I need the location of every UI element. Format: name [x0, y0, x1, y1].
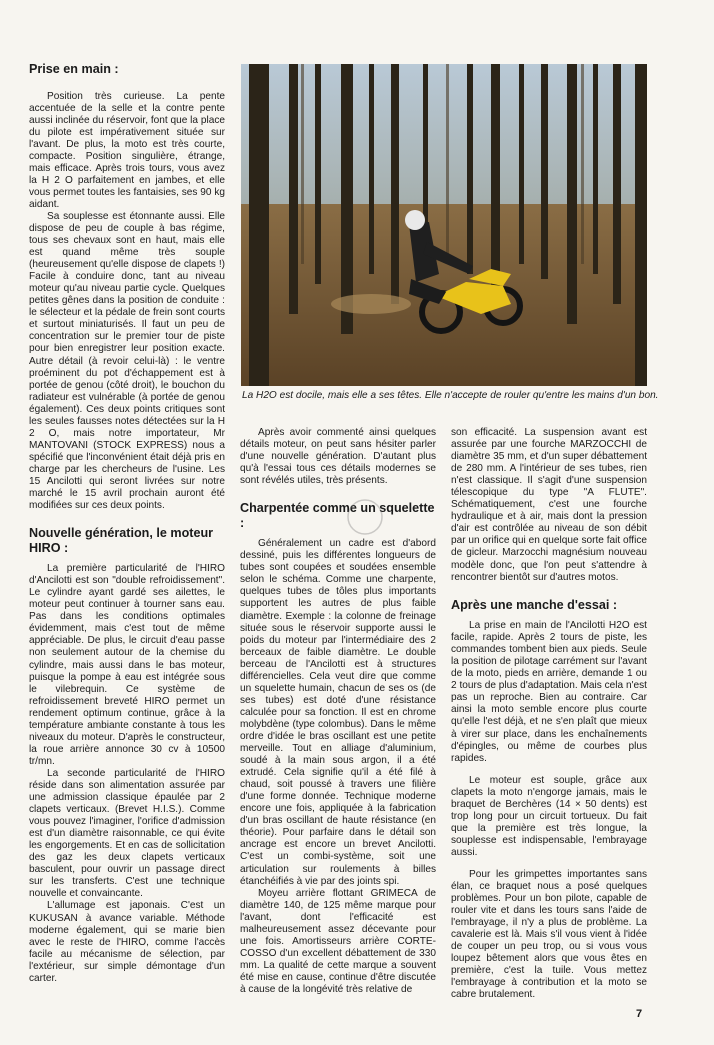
column-3	[451, 427, 647, 1002]
motocross-photo	[241, 64, 647, 386]
paragraph: son efficacité. La suspension avant est assurée par une fourche MARZOCCHI de diamètre 35 mm, et d'un super débattement de 280 mm. A l'intérieur de ses tubes, rien n'est classique. Il s'agit d'une suspension télescopique du type "A FLUTE". Schématiquement, c'est une fourche hydraulique et à air, mais dont la pression d'air est contrôlée au niveau de son débit par un orifice qui en quelque sorte fait office de gicleur. Marzocchi magnésium nouveau modèle donc, que l'on peut s'attendre à rencontrer bientôt sur d'autres motos.	[451, 427, 647, 583]
paragraph: La première particularité de l'HIRO d'Ancilotti est son "double refroidissement". Le cylindre ayant gardé ses ailettes, le moteur peut continuer à tourner sans eau. Pas dans les conditions optimales évidemment, mais c'est tout de même appréciable. De plus, le circuit d'eau passe non seulement autour de la chemise du cylindre, mais aussi dans le bas moteur, puisque la pompe à eau est intégrée sous le vilebrequin. Ce système de refroidissement breveté HIRO permet un rendement optimum continue, grâce à la température ambiante constante à tous les niveaux du moteur. D'après le constructeur, la roue arrière annonce 30 cv à 10500 tr/mn.	[29, 563, 225, 767]
heading-nouvelle-generation: Nouvelle génération, le moteur HIRO :	[29, 526, 214, 555]
paragraph: Sa souplesse est étonnante aussi. Elle dispose de peu de couple à bas régime, tous ses chevaux sont en haut, mais elle est quand même très souple (heureusement qu'elle dispose de clapets !) Facile à conduire donc, tant au niveau moteur qu'au niveau partie cycle. Quelques petites gênes dans la position de conduite : le sélecteur et la pédale de frein sont courts et surtout miniaturisés. Il faut un peu de concentration sur le premier tour de piste pour bien enregistrer leur position exacte. Autre détail (à revoir celui-là) : le ventre proéminent du pot d'échappement est à portée de genou (côté droit), le bouchon du radiateur est vulnérable (à portée de genou également). Ces deux points critiques sont les seules fausses notes détectées sur la H 2 O, mais notre importateur, Mr MANTOVANI (STOCK EXPRESS) nous a spécifié que l'inconvénient était déjà pris en charge par les chercheurs de l'usine. Les 15 Ancilotti qui seront livrées sur notre marché le 15 avril prochain auront été modifiées sur ces deux points.	[29, 210, 225, 512]
heading-apres-manche: Après une manche d'essai :	[451, 597, 618, 612]
paragraph: Généralement un cadre est d'abord dessiné, puis les différentes longueurs de tubes sont coupées et soudées ensemble selon le schéma. Comme une charpente, quelques tubes de tôles plus importants supportent les autres de plus faible diamètre. Exemple : la colonne de freinage située sous le réservoir supporte aussi le poids du moteur par l'intermédiaire des 2 berceaux de faible diamètre. Le double berceau de l'Ancilotti est à structures différencielles. Cela veut dire que comme un squelette humain, chacun de ses os (de ses tubes) est doté d'une résistance calculée pour sa fonction. Il est en chrome molybdène (type colombus). Dans le même ordre d'idée le bras oscillant est une petite merveille. Tout en alliage d'aluminium, soudé à la main sous argon, il a été extrudé. Cela signifie qu'il a été filé à chaud, soit poussé à travers une filière d'une forme donnée. Technique moderne encore une fois, appliquée à la fabrication d'un bras oscillant de haute résistance (en théorie). Pour parfaire dans le détail son ancrage est encore un brevet Ancilotti. C'est un combi-système, soit une articulation sur roulements à billes étanchéifiés à vie par des joints spi.	[240, 538, 436, 887]
forest-rider-illustration	[241, 64, 647, 386]
paragraph: Après avoir commenté ainsi quelques détails moteur, on peut sans hésiter parler d'une nouvelle génération. D'autant plus qu'à l'essai tous ces détails modernes se sont révélés utiles, très présents.	[240, 427, 436, 487]
paragraph: Pour les grimpettes importantes sans élan, ce braquet nous a posé quelques problèmes. Pour un bon pilote, capable de rouler vite et dans les tours sans l'aide de l'embrayage, il n'y a plus de problème. La cavalerie est là. Mais s'il vous vient à l'idée de couper un peu trop, ou si vous vous loupez bêtement alors que vous êtes en première, c'est la tuile. Vous mettez l'embrayage à contribution et la moto se cabre brutalement.	[451, 869, 647, 1001]
photo-caption: La H2O est docile, mais elle a ses têtes. Elle n'accepte de rouler qu'entre les mains d'un bon.	[242, 390, 659, 401]
paragraph: La prise en main de l'Ancilotti H2O est facile, rapide. Après 2 tours de piste, les commandes tombent bien aux pieds. Seule la position de pilotage carrément sur l'avant de la moto, pieds en arrière, demande 1 ou 2 tours de plus d'adaptation. Mais cela n'est pas un reproche. Bien au contraire. Car ainsi la moto semble encore plus courte qu'elle l'est déjà, et ne s'en plaît que mieux à virer sur place, dans les enchaînements d'épingles, ou même de courbes plus rapides.	[451, 620, 647, 764]
paragraph: Position très curieuse. La pente accentuée de la selle et la contre pente aussi inclinée du réservoir, font que la place du pilote est impérativement située sur l'avant. De plus, la moto est très courte, compacte. Position singulière, étrange, mais efficace. Après trois tours, vous avez la H 2 O parfaitement en jambes, et elle vous permet toutes les fantaisies, ses 90 kg aidant.	[29, 90, 225, 210]
page-number: 7	[636, 1008, 643, 1020]
paragraph: L'allumage est japonais. C'est un KUKUSAN à avance variable. Méthode moderne également, qui se marie bien avec le reste de l'HIRO, comme l'accès facile au mécanisme de sélection, par l'extérieur, sur simple démontage d'un carter.	[29, 900, 225, 984]
heading-charpentee: Charpentée comme un squelette :	[240, 501, 435, 530]
heading-prise-en-main: Prise en main :	[29, 62, 119, 76]
paragraph: La seconde particularité de l'HIRO réside dans son alimentation assurée par une admission classique épaulée par 2 clapets verticaux. (Brevet H.I.S.). Comme vous pouvez l'imaginer, l'orifice d'admission est d'un diamètre raisonnable, ce qui évite les engorgements. Et en cas de sollicitation des gaz les deux clapets verticaux basculent, pour ouvrir un passage direct sur les transferts. C'est une technique nouvelle et convaincante.	[29, 767, 225, 900]
column-2	[240, 427, 436, 996]
watermark-stamp	[345, 497, 385, 537]
paragraph: Le moteur est souple, grâce aux clapets la moto n'engorge jamais, mais le braquet de Berchères (14 × 50 dents) est trop long pour un circuit tortueux. Du fait que la première est très longue, la souplesse est indispensable, l'embrayage aussi.	[451, 774, 647, 858]
column-1	[29, 62, 225, 985]
paragraph: Moyeu arrière flottant GRIMECA de diamètre 140, de 125 même marque pour l'avant, dont l'efficacité est malheureusement assez décevante pour une fois. Amortisseurs arrière CORTE-COSSO d'un excellent débattement de 330 mm. La qualité de cette marque a souvent été mise en cause, continue d'être discutée à cause de la longévité très relative de	[240, 887, 436, 995]
